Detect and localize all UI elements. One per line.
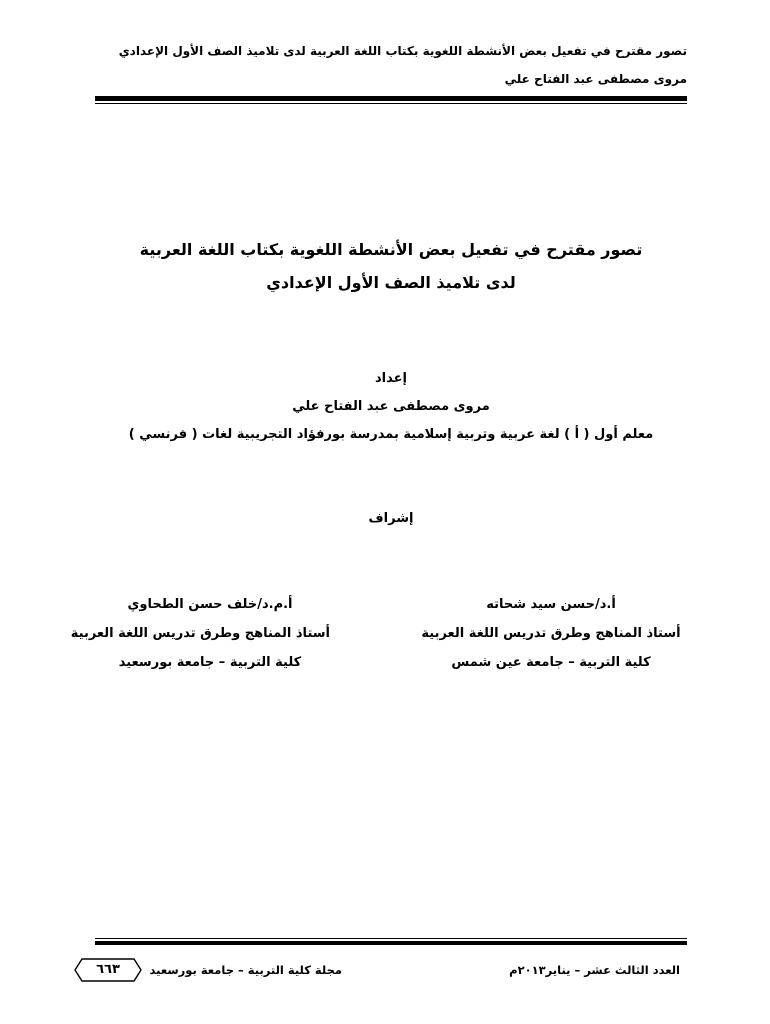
supervision-heading: إشراف — [368, 511, 414, 526]
header-divider-thick — [95, 96, 687, 101]
supervisor-left-title: أستاذ المناهج وطرق تدريس اللغة العربية — [70, 626, 330, 641]
author-position: معلم أول ( أ ) لغة عربية وتربية إسلامية بمدرسة بورفؤاد التجريبية لغات ( فرنسي ) — [128, 427, 654, 442]
supervisor-left-affiliation: كلية التربية – جامعة بورسعيد — [118, 655, 302, 670]
paper-title-line2: لدى تلاميذ الصف الأول الإعدادي — [266, 273, 516, 292]
paper-title-line1: تصور مقترح في تفعيل بعض الأنشطة اللغوية بكتاب اللغة العربية — [139, 240, 643, 259]
footer-issue: العدد الثالث عشر – يناير٢٠١٣م — [509, 963, 680, 977]
footer-divider-thick — [95, 941, 687, 945]
supervisor-right-title: أستاذ المناهج وطرق تدريس اللغة العربية — [421, 626, 681, 641]
supervisor-right-name: أ.د/حسن سيد شحاته — [486, 597, 616, 612]
author-name: مروى مصطفى عبد الفتاح علي — [292, 399, 490, 414]
running-author: مروى مصطفى عبد الفتاح علي — [504, 72, 687, 86]
page-number-badge — [74, 958, 142, 982]
supervisor-right-affiliation: كلية التربية – جامعة عين شمس — [451, 655, 651, 670]
footer-divider-thin — [95, 938, 687, 939]
supervisor-left-name: أ.م.د/خلف حسن الطحاوي — [127, 597, 293, 612]
page-number: ٦٦٣ — [96, 962, 120, 977]
footer-journal: مجلة كلية التربية – جامعة بورسعيد — [149, 963, 342, 977]
preparation-heading: إعداد — [375, 371, 407, 386]
running-title: تصور مقترح في تفعيل بعض الأنشطة اللغوية بكتاب اللغة العربية لدى تلاميذ الصف الأول الإعدادي — [118, 44, 687, 58]
header-divider-thin — [95, 103, 687, 104]
